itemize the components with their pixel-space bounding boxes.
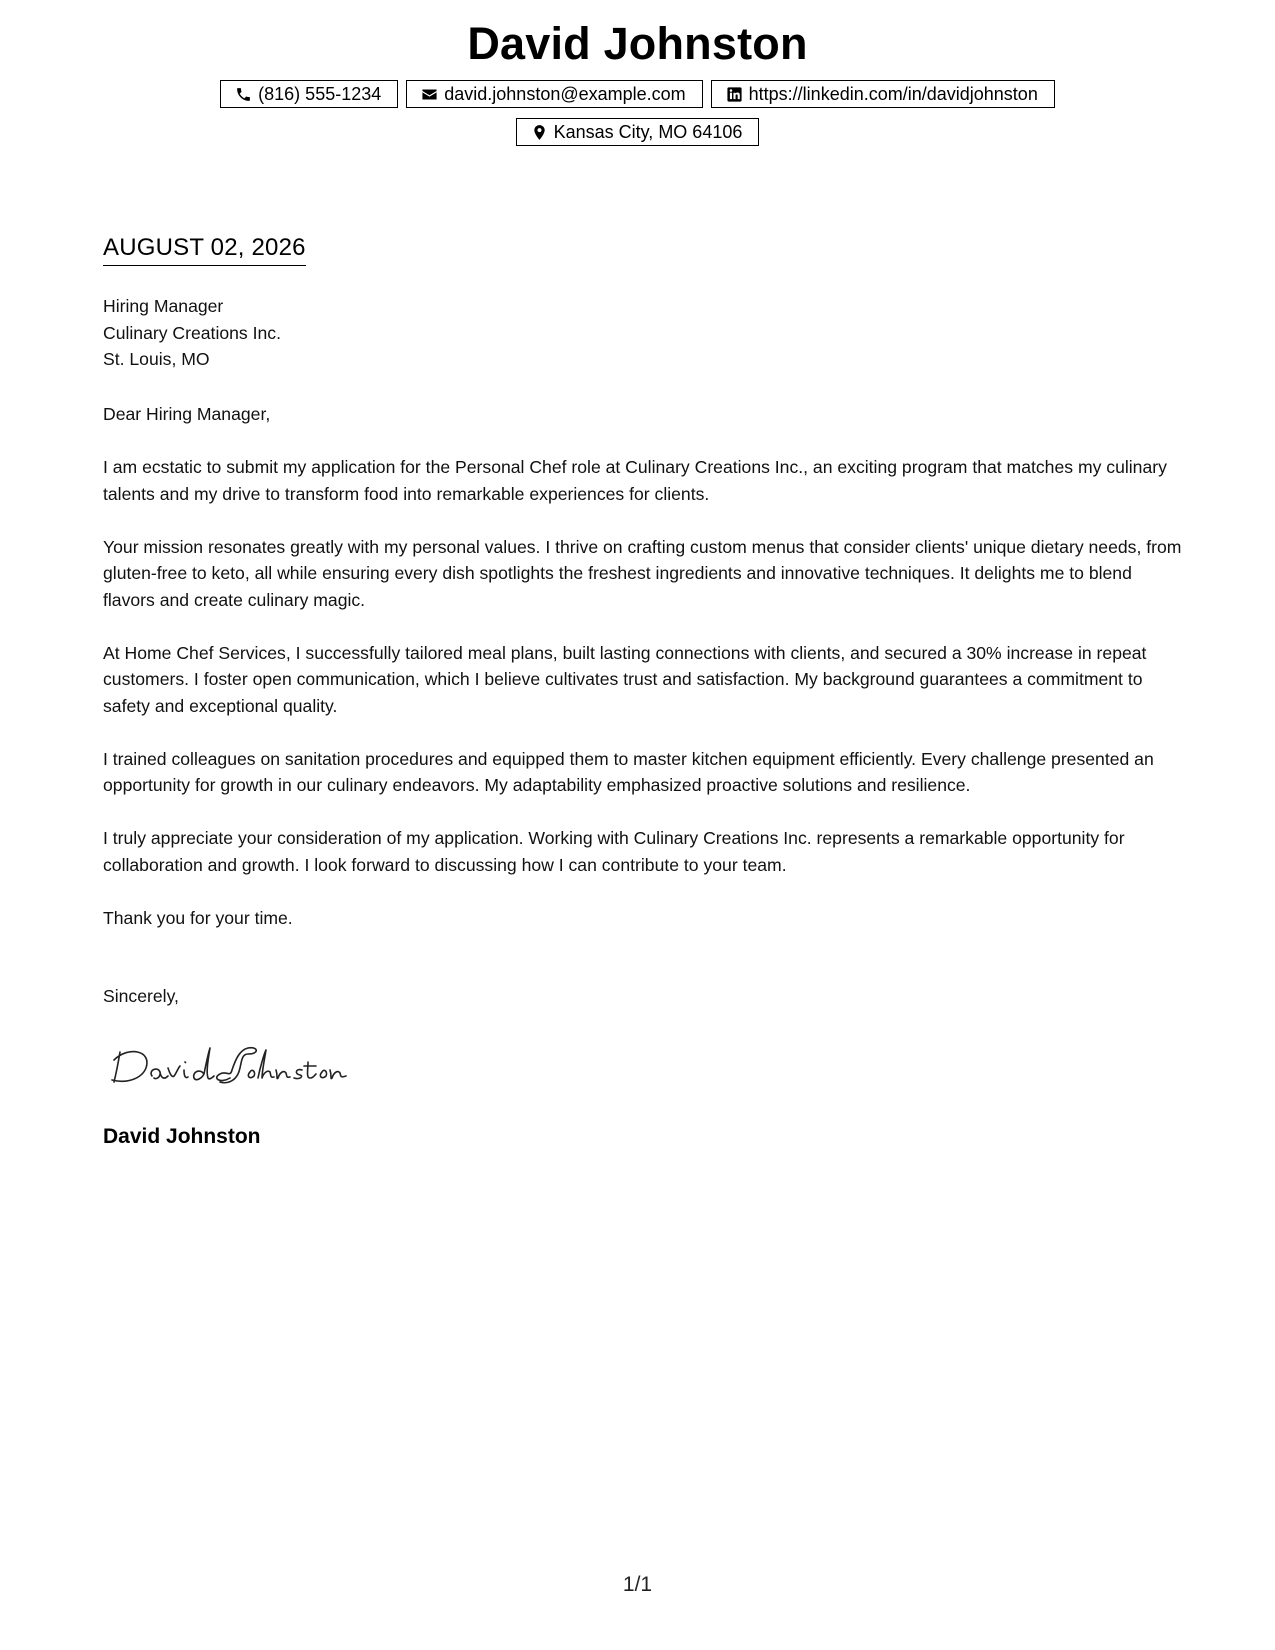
body-paragraph: At Home Chef Services, I successfully tailored meal plans, built lasting connections with clients, and secured a 30% increase in repeat customers. I foster open communication, which I believe cultivates trust and satisfaction. My background guarantees a commitment to safety and exceptional quality.	[103, 642, 1147, 716]
location-text: Kansas City, MO 64106	[553, 121, 743, 142]
handwritten-signature	[108, 1040, 358, 1090]
linkedin-chip[interactable]	[711, 80, 1055, 108]
greeting: Dear Hiring Manager,	[103, 404, 271, 424]
recipient-company: Culinary Creations Inc.	[103, 322, 281, 343]
envelope-icon	[421, 86, 438, 103]
body-paragraph: I am ecstatic to submit my application for the Personal Chef role at Culinary Creations Inc., an exciting program that matches my culinary talents and my drive to transform food into remarkable experiences for clients.	[103, 457, 1167, 504]
page-number: 1/1	[622, 1573, 653, 1596]
email-text: david.johnston@example.com	[444, 83, 686, 104]
contact-row	[0, 80, 1275, 108]
recipient-location: St. Louis, MO	[103, 349, 210, 369]
email-chip[interactable]	[406, 80, 702, 108]
body-paragraph: Thank you for your time.	[103, 907, 293, 928]
contact-row-location	[0, 118, 1275, 146]
letter-body	[103, 454, 1183, 958]
letter-date: AUGUST 02, 2026	[103, 234, 306, 266]
recipient-block	[103, 293, 1183, 373]
body-paragraph: I trained colleagues on sanitation procedures and equipped them to master kitchen equipment efficiently. Every challenge presented an opportunity for growth in our culinary endeavors. My adaptability emphasized proactive solutions and resilience.	[103, 748, 1154, 795]
linkedin-icon	[726, 86, 743, 103]
recipient-title: Hiring Manager	[103, 296, 224, 316]
phone-text: (816) 555-1234	[258, 83, 382, 104]
linkedin-text: https://linkedin.com/in/davidjohnston	[748, 83, 1038, 104]
closing-salutation: Sincerely,	[103, 986, 179, 1006]
body-paragraph: I truly appreciate your consideration of my application. Working with Culinary Creations Inc. represents a remarkable opportunity for collaboration and growth. I look forward to discussing how I can contribute to your team.	[103, 828, 1125, 875]
map-marker-icon	[531, 124, 548, 141]
applicant-name-heading: David Johnston	[467, 18, 808, 69]
phone-chip[interactable]	[220, 80, 398, 108]
signer-name: David Johnston	[103, 1125, 261, 1148]
body-paragraph: Your mission resonates greatly with my personal values. I thrive on crafting custom menus that consider clients' unique dietary needs, from gluten-free to keto, all while ensuring every dish spotlights the freshest ingredients and innovative techniques. It delights me to blend flavors and create culinary magic.	[103, 536, 1182, 610]
location-chip[interactable]	[516, 118, 760, 146]
phone-icon	[235, 86, 252, 103]
